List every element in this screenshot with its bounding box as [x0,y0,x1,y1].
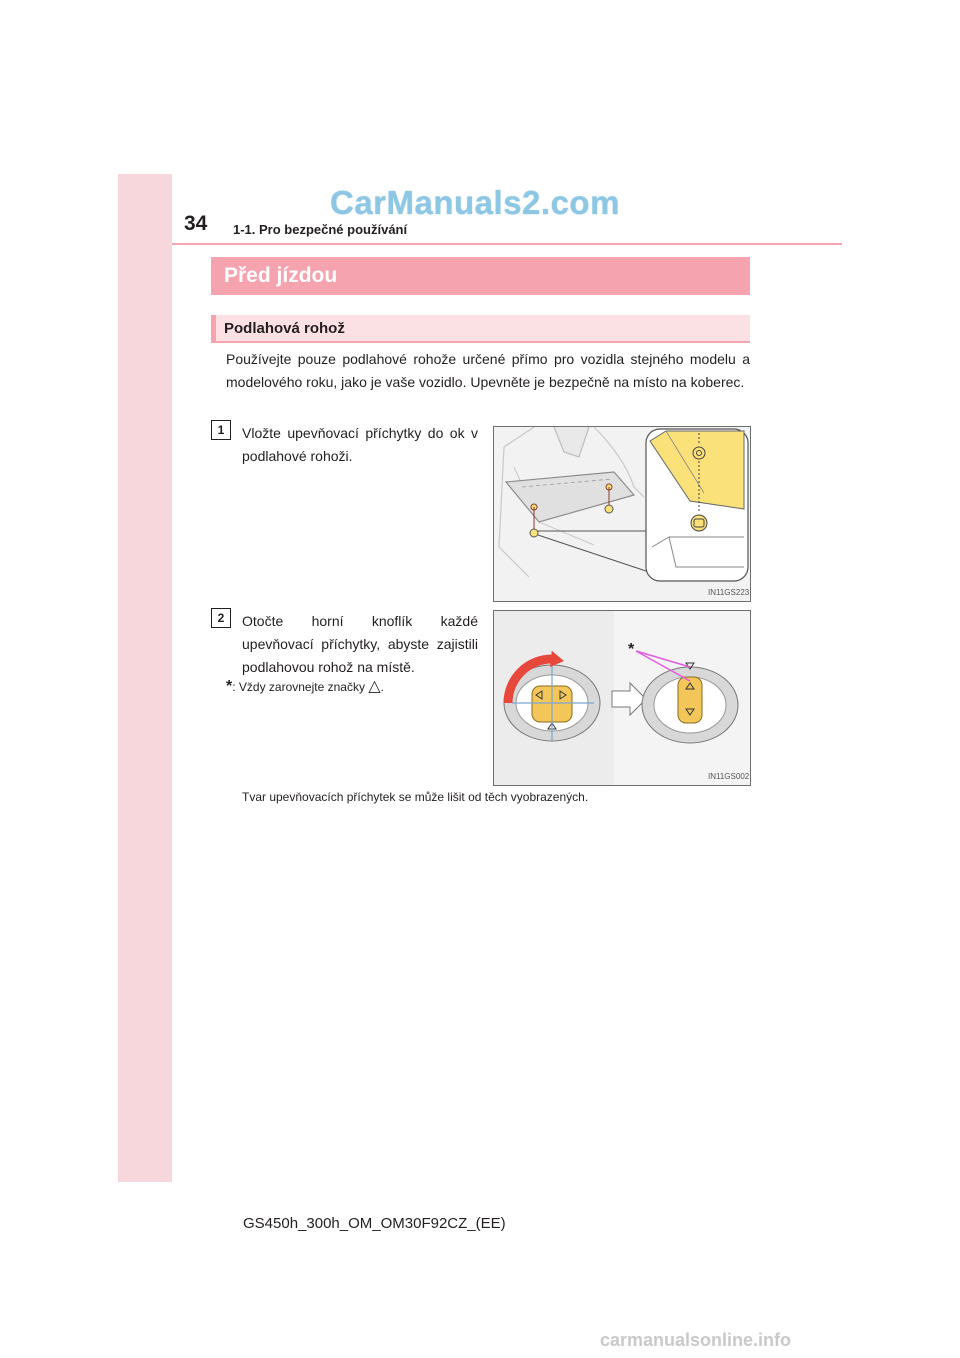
floor-mat-illustration [494,427,750,601]
step-2-text: Otočte horní knoflík každé upevňovací příchytky, abyste zajistili podlahovou rohož na místě. [242,613,478,675]
header-divider [172,243,842,245]
step-1-number: 1 [211,420,231,440]
topic-title: Podlahová rohož [224,320,345,337]
figure-twist-clip [493,610,751,786]
intro-paragraph: Používejte pouze podlahové rohože určené přímo pro vozidla stejného modelu a modelového roku, jako je vaše vozidlo. Upevněte je bezpečně na místo na koberec. [226,351,750,390]
figure-caption: Tvar upevňovacích příchytek se může lišit od těch vyobrazených. [242,790,589,804]
step-2-number: 2 [211,608,231,628]
chapter-banner [211,257,750,295]
note-end: . [380,680,384,694]
note-text: : Vždy zarovnejte značky [232,680,365,694]
chapter-title: Před jízdou [224,264,338,287]
alignment-note [226,676,384,696]
document-code: GS450h_300h_OM_OM30F92CZ_(EE) [243,1215,506,1232]
triangle-mark-icon: △ [368,678,381,695]
side-tab [118,174,172,1182]
page-number: 34 [184,212,208,235]
figure-floor-mat-clips [493,426,751,602]
step-1-text: Vložte upevňovací příchytky do ok v podlahové rohoži. [242,425,478,464]
section-title: 1-1. Pro bezpečné používání [233,222,408,237]
figure-1-code: IN11GS223 [708,588,750,597]
clip-rotation-illustration [494,611,750,785]
figure-2-code: IN11GS002 [708,772,750,781]
topic-banner [211,315,750,343]
bottom-watermark: carmanualsonline.info [600,1330,792,1350]
figure-star: * [628,641,635,658]
watermark: CarManuals2.com [330,184,620,221]
note-marker: * [226,678,233,695]
